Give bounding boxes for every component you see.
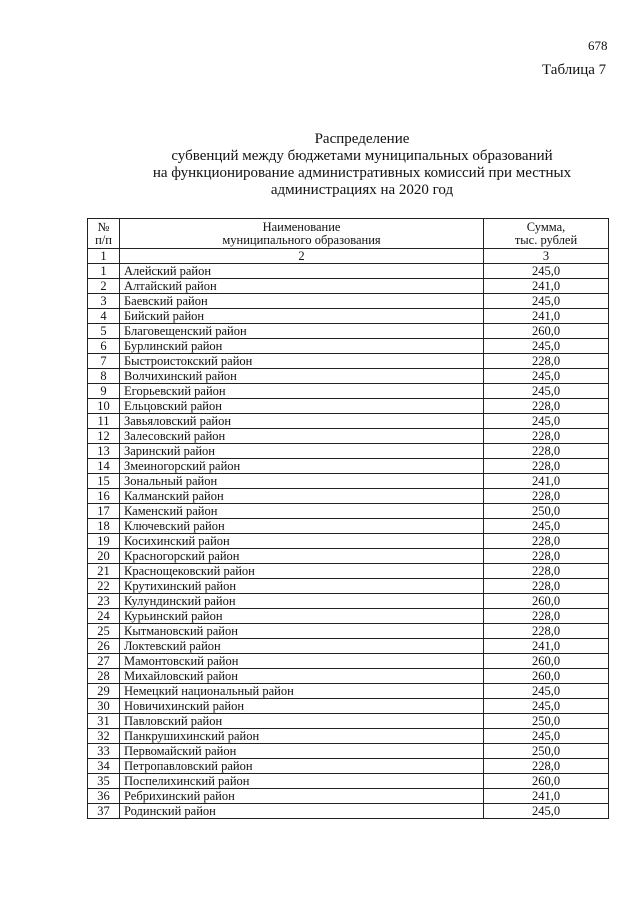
row-number-cell: 37 bbox=[88, 804, 120, 819]
allocation-table bbox=[87, 218, 609, 819]
table-row bbox=[88, 639, 609, 654]
heading-line: субвенций между бюджетами муниципальных образований bbox=[171, 148, 553, 164]
amount-cell: 228,0 bbox=[484, 354, 609, 369]
municipality-name-cell: Краснощековский район bbox=[120, 564, 484, 579]
table-row bbox=[88, 654, 609, 669]
municipality-name-cell: Кытмановский район bbox=[120, 624, 484, 639]
table-row bbox=[88, 609, 609, 624]
municipality-name-cell: Новичихинский район bbox=[120, 699, 484, 714]
table-row bbox=[88, 579, 609, 594]
row-number-cell: 21 bbox=[88, 564, 120, 579]
amount-cell: 245,0 bbox=[484, 369, 609, 384]
row-number-cell: 36 bbox=[88, 789, 120, 804]
row-number-cell: 7 bbox=[88, 354, 120, 369]
table-row bbox=[88, 774, 609, 789]
table-row bbox=[88, 414, 609, 429]
municipality-name-cell: Алейский район bbox=[120, 264, 484, 279]
table-row bbox=[88, 669, 609, 684]
column-header-name-line2: муниципального образования bbox=[222, 232, 381, 247]
table-header-row bbox=[88, 219, 609, 249]
row-number-cell: 23 bbox=[88, 594, 120, 609]
table-row bbox=[88, 339, 609, 354]
amount-cell: 228,0 bbox=[484, 459, 609, 474]
row-number-cell: 28 bbox=[88, 669, 120, 684]
municipality-name-cell: Алтайский район bbox=[120, 279, 484, 294]
row-number-cell: 19 bbox=[88, 534, 120, 549]
row-number-cell: 31 bbox=[88, 714, 120, 729]
amount-cell: 228,0 bbox=[484, 534, 609, 549]
municipality-name-cell: Зональный район bbox=[120, 474, 484, 489]
amount-cell: 245,0 bbox=[484, 264, 609, 279]
row-number-cell: 18 bbox=[88, 519, 120, 534]
table-row bbox=[88, 369, 609, 384]
amount-cell: 260,0 bbox=[484, 654, 609, 669]
row-number-cell: 5 bbox=[88, 324, 120, 339]
table-row bbox=[88, 444, 609, 459]
document-heading bbox=[60, 131, 640, 199]
amount-cell: 228,0 bbox=[484, 489, 609, 504]
municipality-name-cell: Бурлинский район bbox=[120, 339, 484, 354]
row-number-cell: 6 bbox=[88, 339, 120, 354]
row-number-cell: 14 bbox=[88, 459, 120, 474]
amount-cell: 260,0 bbox=[484, 324, 609, 339]
municipality-name-cell: Каменский район bbox=[120, 504, 484, 519]
municipality-name-cell: Панкрушихинский район bbox=[120, 729, 484, 744]
column-number-row bbox=[88, 249, 609, 264]
amount-cell: 228,0 bbox=[484, 444, 609, 459]
amount-cell: 228,0 bbox=[484, 609, 609, 624]
table-row bbox=[88, 729, 609, 744]
municipality-name-cell: Ребрихинский район bbox=[120, 789, 484, 804]
row-number-cell: 25 bbox=[88, 624, 120, 639]
row-number-cell: 9 bbox=[88, 384, 120, 399]
table-row bbox=[88, 744, 609, 759]
table-row bbox=[88, 624, 609, 639]
amount-cell: 245,0 bbox=[484, 339, 609, 354]
amount-cell: 260,0 bbox=[484, 669, 609, 684]
page-number: 678 bbox=[588, 38, 608, 53]
column-header-number-line2: п/п bbox=[95, 232, 112, 247]
table-row bbox=[88, 759, 609, 774]
table-row bbox=[88, 534, 609, 549]
table-row bbox=[88, 384, 609, 399]
municipality-name-cell: Локтевский район bbox=[120, 639, 484, 654]
municipality-name-cell: Завьяловский район bbox=[120, 414, 484, 429]
row-number-cell: 8 bbox=[88, 369, 120, 384]
amount-cell: 228,0 bbox=[484, 564, 609, 579]
municipality-name-cell: Бийский район bbox=[120, 309, 484, 324]
amount-cell: 250,0 bbox=[484, 714, 609, 729]
amount-cell: 228,0 bbox=[484, 429, 609, 444]
table-row bbox=[88, 459, 609, 474]
amount-cell: 241,0 bbox=[484, 309, 609, 324]
amount-cell: 228,0 bbox=[484, 759, 609, 774]
row-number-cell: 15 bbox=[88, 474, 120, 489]
column-header-sum bbox=[484, 219, 609, 249]
row-number-cell: 10 bbox=[88, 399, 120, 414]
row-number-cell: 22 bbox=[88, 579, 120, 594]
column-number: 1 bbox=[88, 249, 120, 264]
amount-cell: 228,0 bbox=[484, 399, 609, 414]
table-row bbox=[88, 279, 609, 294]
municipality-name-cell: Красногорский район bbox=[120, 549, 484, 564]
heading-line: на функционирование административных комиссий при местных bbox=[152, 165, 572, 181]
municipality-name-cell: Залесовский район bbox=[120, 429, 484, 444]
table-row bbox=[88, 474, 609, 489]
amount-cell: 245,0 bbox=[484, 519, 609, 534]
amount-cell: 250,0 bbox=[484, 504, 609, 519]
row-number-cell: 16 bbox=[88, 489, 120, 504]
row-number-cell: 12 bbox=[88, 429, 120, 444]
amount-cell: 241,0 bbox=[484, 474, 609, 489]
amount-cell: 241,0 bbox=[484, 789, 609, 804]
row-number-cell: 4 bbox=[88, 309, 120, 324]
row-number-cell: 35 bbox=[88, 774, 120, 789]
row-number-cell: 1 bbox=[88, 264, 120, 279]
amount-cell: 245,0 bbox=[484, 729, 609, 744]
municipality-name-cell: Кулундинский район bbox=[120, 594, 484, 609]
table-row bbox=[88, 294, 609, 309]
municipality-name-cell: Павловский район bbox=[120, 714, 484, 729]
municipality-name-cell: Петропавловский район bbox=[120, 759, 484, 774]
table-row bbox=[88, 594, 609, 609]
column-header-name bbox=[120, 219, 484, 249]
municipality-name-cell: Поспелихинский район bbox=[120, 774, 484, 789]
municipality-name-cell: Быстроистокский район bbox=[120, 354, 484, 369]
column-header-sum-line1: Сумма, bbox=[526, 219, 566, 234]
table-row bbox=[88, 399, 609, 414]
amount-cell: 260,0 bbox=[484, 774, 609, 789]
row-number-cell: 3 bbox=[88, 294, 120, 309]
amount-cell: 228,0 bbox=[484, 579, 609, 594]
municipality-name-cell: Волчихинский район bbox=[120, 369, 484, 384]
table-row bbox=[88, 714, 609, 729]
municipality-name-cell: Родинский район bbox=[120, 804, 484, 819]
table-row bbox=[88, 684, 609, 699]
municipality-name-cell: Курьинский район bbox=[120, 609, 484, 624]
municipality-name-cell: Михайловский район bbox=[120, 669, 484, 684]
table-label: Таблица 7 bbox=[542, 62, 607, 78]
column-number: 2 bbox=[120, 249, 484, 264]
row-number-cell: 32 bbox=[88, 729, 120, 744]
table-row bbox=[88, 699, 609, 714]
row-number-cell: 11 bbox=[88, 414, 120, 429]
row-number-cell: 29 bbox=[88, 684, 120, 699]
table-row bbox=[88, 324, 609, 339]
row-number-cell: 2 bbox=[88, 279, 120, 294]
table-row bbox=[88, 429, 609, 444]
amount-cell: 228,0 bbox=[484, 549, 609, 564]
column-header-name-line1: Наименование bbox=[262, 219, 341, 234]
table-row bbox=[88, 489, 609, 504]
municipality-name-cell: Калманский район bbox=[120, 489, 484, 504]
table-row bbox=[88, 504, 609, 519]
municipality-name-cell: Ключевский район bbox=[120, 519, 484, 534]
amount-cell: 245,0 bbox=[484, 384, 609, 399]
column-number: 3 bbox=[484, 249, 609, 264]
heading-line: администрациях на 2020 год bbox=[270, 182, 454, 198]
row-number-cell: 30 bbox=[88, 699, 120, 714]
table-row bbox=[88, 309, 609, 324]
column-header-number-line1: № bbox=[97, 219, 110, 234]
column-header-sum-line2: тыс. рублей bbox=[514, 232, 578, 247]
municipality-name-cell: Косихинский район bbox=[120, 534, 484, 549]
amount-cell: 245,0 bbox=[484, 684, 609, 699]
table-row bbox=[88, 789, 609, 804]
amount-cell: 260,0 bbox=[484, 594, 609, 609]
municipality-name-cell: Мамонтовский район bbox=[120, 654, 484, 669]
heading-line: Распределение bbox=[314, 131, 410, 147]
amount-cell: 250,0 bbox=[484, 744, 609, 759]
amount-cell: 241,0 bbox=[484, 639, 609, 654]
amount-cell: 245,0 bbox=[484, 414, 609, 429]
table-row bbox=[88, 564, 609, 579]
municipality-name-cell: Заринский район bbox=[120, 444, 484, 459]
row-number-cell: 20 bbox=[88, 549, 120, 564]
table-row bbox=[88, 549, 609, 564]
municipality-name-cell: Змеиногорский район bbox=[120, 459, 484, 474]
table-row bbox=[88, 354, 609, 369]
amount-cell: 245,0 bbox=[484, 804, 609, 819]
row-number-cell: 17 bbox=[88, 504, 120, 519]
table-row bbox=[88, 804, 609, 819]
municipality-name-cell: Немецкий национальный район bbox=[120, 684, 484, 699]
municipality-name-cell: Баевский район bbox=[120, 294, 484, 309]
row-number-cell: 27 bbox=[88, 654, 120, 669]
amount-cell: 245,0 bbox=[484, 699, 609, 714]
amount-cell: 241,0 bbox=[484, 279, 609, 294]
municipality-name-cell: Первомайский район bbox=[120, 744, 484, 759]
row-number-cell: 24 bbox=[88, 609, 120, 624]
municipality-name-cell: Егорьевский район bbox=[120, 384, 484, 399]
municipality-name-cell: Крутихинский район bbox=[120, 579, 484, 594]
row-number-cell: 34 bbox=[88, 759, 120, 774]
amount-cell: 228,0 bbox=[484, 624, 609, 639]
municipality-name-cell: Ельцовский район bbox=[120, 399, 484, 414]
table-row bbox=[88, 264, 609, 279]
municipality-name-cell: Благовещенский район bbox=[120, 324, 484, 339]
table-row bbox=[88, 519, 609, 534]
amount-cell: 245,0 bbox=[484, 294, 609, 309]
column-header-number bbox=[88, 219, 120, 249]
row-number-cell: 33 bbox=[88, 744, 120, 759]
row-number-cell: 26 bbox=[88, 639, 120, 654]
table-body bbox=[88, 264, 609, 819]
row-number-cell: 13 bbox=[88, 444, 120, 459]
